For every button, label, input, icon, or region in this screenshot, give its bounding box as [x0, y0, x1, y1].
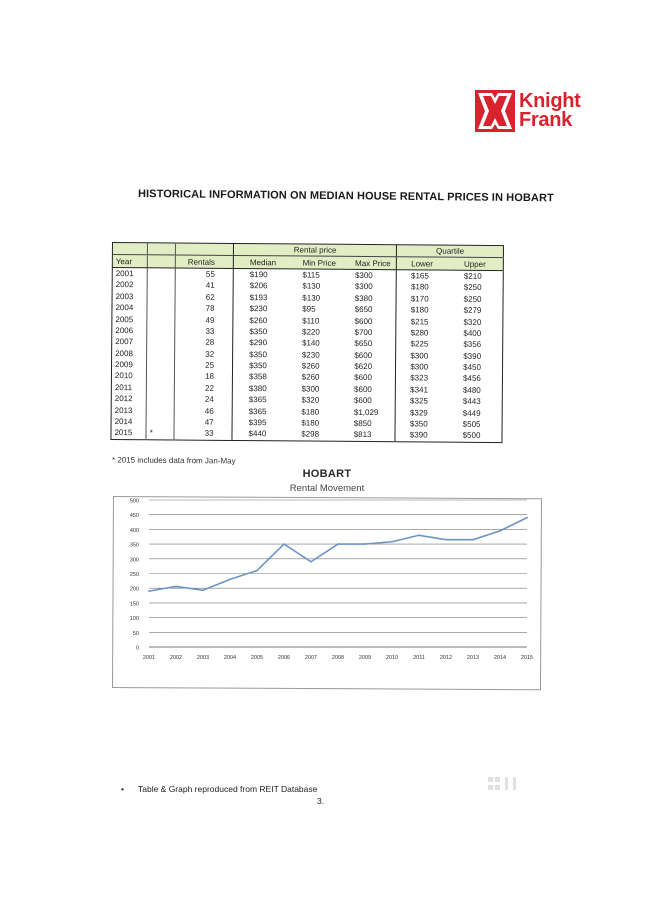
data-point: [526, 517, 528, 519]
data-point: [499, 530, 501, 532]
cell-year: 2012: [111, 393, 146, 405]
cell-lower: $300: [410, 362, 429, 372]
document-title: HISTORICAL INFORMATION ON MEDIAN HOUSE RENTAL PRICES IN HOBART: [137, 188, 554, 205]
cell-note: [147, 325, 175, 337]
data-point: [391, 541, 393, 543]
cell-median: $350: [249, 327, 268, 337]
data-point: [445, 539, 447, 541]
chart-plot-area: [113, 466, 541, 688]
cell-rentals: 22: [175, 382, 233, 394]
cell-note: [147, 359, 175, 371]
cell-max-price: $600: [340, 395, 396, 407]
cell-upper: $250: [463, 294, 482, 304]
x-tick-label: 2014: [493, 655, 507, 661]
table-row: [111, 427, 502, 442]
cell-max-price: $300: [341, 281, 397, 293]
data-point: [202, 589, 204, 591]
cell-note: [148, 268, 176, 280]
data-point: [364, 543, 366, 545]
logo-line-frank: Frank: [519, 109, 572, 131]
cell-lower: $390: [409, 430, 428, 440]
x-tick-label: 2006: [277, 655, 291, 661]
y-tick-label: 200: [129, 586, 139, 593]
y-tick-label: 150: [129, 601, 139, 608]
header-note: [148, 255, 176, 268]
cell-upper: $449: [462, 408, 481, 418]
cell-year: 2007: [112, 336, 147, 348]
cell-note: [147, 393, 175, 405]
cell-median: $365: [248, 406, 267, 416]
cell-max-price: $650: [341, 304, 397, 316]
rental-history-table: [110, 242, 504, 443]
x-tick-label: 2010: [385, 655, 399, 661]
cell-min-price: $298: [301, 429, 320, 440]
cell-upper: $480: [462, 385, 481, 395]
cell-upper: $500: [462, 431, 481, 441]
cell-min-price: $260: [301, 361, 320, 371]
x-tick-label: 2011: [413, 655, 425, 661]
cell-max-price: $813: [340, 429, 396, 441]
cell-max-price: $600: [340, 372, 396, 384]
header-median: Median: [233, 256, 290, 269]
cell-median: $260: [249, 315, 268, 325]
cell-max-price: $1,029: [340, 406, 396, 418]
faint-watermark-icon: [488, 776, 526, 792]
y-tick-label: 400: [129, 527, 139, 534]
cell-rentals: 49: [175, 314, 233, 326]
header-group-rental-price: Rental price: [233, 243, 396, 257]
x-tick-label: 2003: [196, 655, 210, 661]
cell-rentals: 47: [174, 416, 232, 428]
cell-min-price: $180: [301, 407, 320, 417]
cell-note: [147, 302, 175, 314]
cell-max-price: $620: [340, 361, 396, 373]
data-point: [175, 586, 177, 588]
cell-max-price: $600: [341, 315, 397, 327]
knight-frank-logo: [475, 90, 581, 132]
cell-rentals: 18: [175, 371, 233, 383]
y-tick-label: 250: [129, 572, 139, 578]
cell-lower: $329: [409, 408, 428, 418]
cell-year: 2008: [112, 348, 147, 360]
cell-rentals: 25: [175, 359, 233, 371]
cell-median: $290: [249, 338, 268, 348]
cell-year: 2010: [111, 370, 146, 382]
cell-note: [147, 371, 175, 383]
cell-min-price: $110: [302, 316, 320, 326]
cell-note: [147, 382, 175, 394]
cell-note: [147, 279, 175, 291]
header-group-quartile: Quartile: [397, 245, 504, 258]
cell-min-price: $260: [301, 372, 320, 383]
header-spacer-rentals: [176, 243, 234, 256]
header-spacer-note: [148, 243, 176, 256]
cell-lower: $215: [410, 316, 429, 327]
header-year: Year: [112, 255, 147, 268]
cell-lower: $180: [410, 282, 429, 292]
cell-note: [146, 405, 174, 417]
cell-min-price: $130: [302, 281, 321, 291]
cell-rentals: 28: [175, 337, 233, 349]
cell-median: $350: [249, 361, 267, 371]
cell-upper: $320: [463, 317, 482, 327]
cell-lower: $341: [410, 385, 428, 395]
cell-rentals: 24: [175, 394, 233, 406]
x-tick-label: 2015: [520, 655, 534, 661]
x-tick-label: 2001: [142, 655, 156, 661]
cell-rentals: 41: [175, 280, 233, 292]
cell-lower: $350: [409, 419, 428, 429]
cell-min-price: $320: [301, 395, 320, 405]
cell-note: [147, 314, 175, 326]
cell-note: [146, 416, 174, 428]
x-tick-label: 2005: [250, 655, 264, 661]
data-point: [229, 578, 231, 580]
cell-min-price: $220: [302, 327, 320, 337]
cell-median: $440: [248, 429, 267, 439]
cell-median: $380: [248, 383, 267, 394]
cell-rentals: 46: [174, 405, 232, 417]
cell-lower: $325: [410, 396, 428, 406]
y-tick-label: 500: [129, 498, 139, 505]
x-tick-label: 2002: [169, 655, 183, 661]
cell-max-price: $300: [341, 269, 397, 281]
y-tick-label: 300: [129, 557, 139, 564]
y-tick-label: 350: [129, 542, 139, 549]
cell-upper: $505: [462, 419, 481, 429]
logo-line-knight: Knight: [519, 90, 581, 112]
data-point: [310, 561, 312, 563]
cell-min-price: $115: [302, 270, 320, 280]
data-point: [283, 543, 285, 545]
cell-upper: $279: [463, 305, 482, 316]
chart-subtitle: Rental Movement: [289, 483, 365, 494]
cell-median: $206: [249, 281, 268, 291]
cell-min-price: $130: [302, 293, 321, 303]
cell-year: 2001: [112, 267, 147, 279]
cell-note: [147, 291, 175, 303]
cell-note: [147, 348, 175, 360]
cell-year: 2014: [111, 416, 146, 428]
rental-history-table-wrapper: [110, 242, 504, 443]
cell-upper: $250: [463, 283, 482, 293]
cell-rentals: 78: [175, 302, 233, 314]
cell-year: 2004: [112, 302, 147, 314]
cell-rentals: 55: [176, 268, 234, 280]
cell-min-price: $140: [301, 338, 320, 348]
y-tick-label: 50: [132, 630, 139, 637]
cell-max-price: $380: [341, 292, 397, 304]
cell-note: *: [146, 428, 174, 440]
data-point: [337, 543, 339, 545]
x-tick-label: 2013: [466, 655, 480, 661]
cell-upper: $400: [463, 328, 482, 338]
cell-rentals: 33: [174, 428, 232, 440]
data-point: [148, 590, 150, 592]
source-note: [121, 784, 317, 794]
header-upper: Upper: [450, 258, 503, 271]
cell-year: 2009: [111, 359, 146, 371]
cell-lower: $165: [411, 271, 429, 281]
cell-upper: $210: [463, 271, 482, 281]
header-rentals: Rentals: [176, 255, 234, 268]
table-body: [111, 267, 503, 442]
data-point: [256, 570, 258, 572]
cell-upper: $456: [463, 374, 481, 384]
cell-lower: $180: [410, 305, 429, 315]
x-tick-label: 2007: [304, 655, 318, 661]
cell-median: $358: [248, 372, 267, 382]
cell-year: 2003: [112, 291, 147, 303]
cell-upper: $390: [463, 351, 482, 361]
table-footnote: * 2015 includes data from Jan-May: [111, 455, 236, 466]
source-note-text: Table & Graph reproduced from REIT Database: [137, 784, 318, 794]
cell-upper: $443: [462, 397, 481, 407]
y-tick-label: 450: [129, 513, 139, 520]
cell-min-price: $180: [301, 418, 320, 428]
cell-year: 2002: [112, 279, 147, 291]
y-tick-label: 100: [129, 616, 139, 623]
cell-median: $395: [248, 418, 267, 428]
cell-max-price: $700: [340, 327, 396, 339]
x-tick-label: 2012: [439, 655, 453, 661]
cell-median: $190: [249, 270, 268, 280]
cell-max-price: $850: [340, 418, 396, 430]
cell-median: $365: [248, 395, 267, 405]
knight-frank-mark-icon: [475, 90, 515, 132]
data-point: [472, 539, 474, 541]
cell-rentals: 32: [175, 348, 233, 360]
data-point: [418, 534, 420, 536]
page-number: 3.: [317, 796, 325, 806]
cell-lower: $225: [410, 339, 429, 349]
rental-movement-chart: [113, 466, 541, 688]
cell-min-price: $300: [301, 384, 320, 394]
header-lower: Lower: [397, 257, 450, 270]
cell-lower: $323: [410, 373, 429, 383]
y-tick-label: 0: [135, 645, 139, 652]
cell-note: [147, 336, 175, 348]
cell-lower: $280: [410, 328, 429, 338]
cell-max-price: $600: [340, 349, 396, 361]
chart-title: HOBART: [302, 468, 352, 480]
cell-year: 2005: [112, 313, 147, 325]
cell-median: $193: [249, 292, 268, 302]
cell-min-price: $95: [302, 304, 316, 314]
cell-rentals: 33: [175, 325, 233, 337]
cell-year: 2015: [111, 427, 146, 439]
cell-max-price: $650: [340, 338, 396, 350]
cell-upper: $356: [463, 340, 482, 350]
cell-year: 2013: [111, 404, 146, 416]
cell-lower: $170: [410, 294, 429, 304]
cell-upper: $450: [463, 362, 481, 372]
bullet-dot-icon: •: [121, 784, 124, 794]
cell-year: 2011: [111, 382, 146, 394]
x-tick-label: 2004: [223, 655, 237, 661]
x-tick-label: 2009: [358, 655, 372, 661]
series-line-median: [149, 518, 527, 592]
cell-max-price: $600: [340, 383, 396, 395]
cell-year: 2006: [112, 325, 147, 337]
header-spacer-year: [112, 243, 147, 256]
header-max-price: Max Price: [341, 257, 397, 270]
x-tick-label: 2008: [331, 655, 345, 661]
cell-median: $350: [249, 349, 268, 359]
cell-min-price: $230: [301, 350, 320, 360]
cell-lower: $300: [410, 351, 429, 361]
cell-median: $230: [249, 304, 268, 314]
cell-rentals: 62: [175, 291, 233, 303]
header-min-price: Min Price: [291, 256, 342, 269]
